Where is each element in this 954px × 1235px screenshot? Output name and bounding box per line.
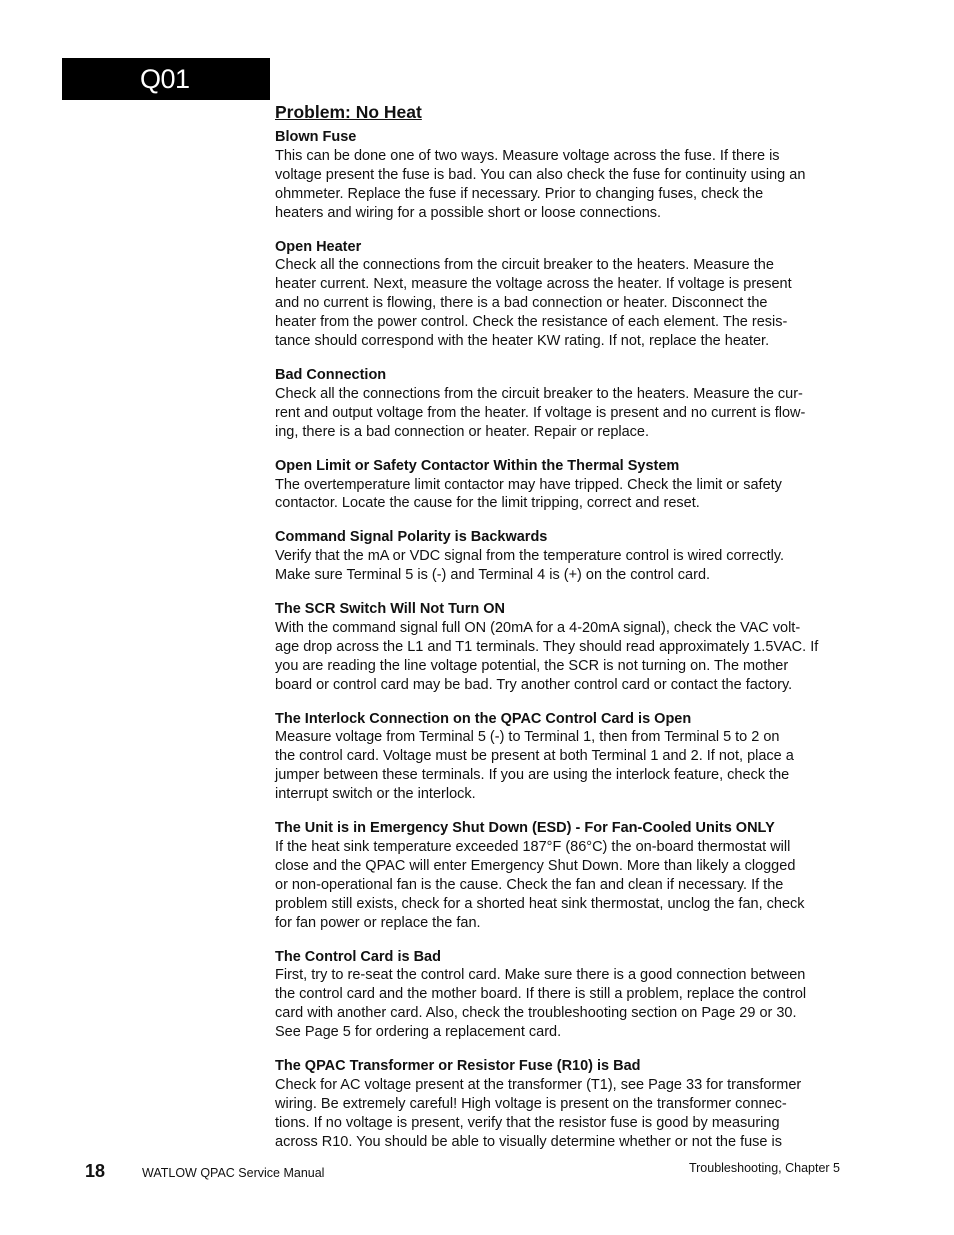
body-line: problem still exists, check for a shorted heat sink thermostat, unclog the fan, check (275, 895, 805, 912)
section-body (275, 1076, 851, 1152)
body-line: board or control card may be bad. Try another control card or contact the factory. (275, 676, 793, 693)
section-body (275, 547, 851, 585)
troubleshooting-section (275, 948, 851, 1043)
chapter-title: Troubleshooting, Chapter 5 (688, 1161, 840, 1175)
section-heading: The Interlock Connection on the QPAC Control Card is Open (275, 710, 692, 727)
body-line: or non-operational fan is the cause. Check the fan and clean if necessary. If the (275, 876, 784, 893)
body-line: card with another card. Also, check the troubleshooting section on Page 29 or 30. (275, 1005, 797, 1022)
body-line: heater from the power control. Check the resistance of each element. The resis- (275, 314, 788, 331)
body-line: First, try to re-seat the control card. Make sure there is a good connection between (275, 967, 806, 984)
troubleshooting-section (275, 710, 851, 805)
body-line: ohmmeter. Replace the fuse if necessary. Prior to changing fuses, check the (275, 185, 764, 202)
section-code: Q01 (140, 64, 190, 94)
body-line: the control card. Voltage must be present at both Terminal 1 and 2. If not, place a (275, 748, 794, 765)
page-number: 18 (85, 1161, 106, 1181)
page-footer (0, 1158, 954, 1188)
body-line: tance should correspond with the heater KW rating. If not, replace the heater. (275, 333, 770, 350)
body-line: you are reading the line voltage potential, the SCR is not turning on. The mother (275, 657, 789, 674)
body-line: Check for AC voltage present at the transformer (T1), see Page 33 for transformer (275, 1076, 802, 1093)
body-line: tions. If no voltage is present, verify that the resistor fuse is good by measuring (275, 1114, 780, 1131)
body-line: Check all the connections from the circuit breaker to the heaters. Measure the cur- (275, 385, 803, 402)
body-line: wiring. Be extremely careful! High voltage is present on the transformer connec- (275, 1095, 787, 1112)
body-line: With the command signal full ON (20mA for a 4-20mA signal), check the VAC volt- (275, 619, 801, 636)
troubleshooting-section (275, 528, 851, 585)
body-line: Check all the connections from the circuit breaker to the heaters. Measure the (275, 257, 774, 274)
page-content (275, 100, 851, 1167)
section-heading: The QPAC Transformer or Resistor Fuse (R10) is Bad (275, 1058, 641, 1075)
troubleshooting-section (275, 819, 851, 932)
section-heading: The Unit is in Emergency Shut Down (ESD) - For Fan-Cooled Units ONLY (275, 820, 775, 837)
body-line: ing, there is a bad connection or heater. Repair or replace. (275, 423, 650, 440)
body-line: age drop across the L1 and T1 terminals. They should read approximately 1.5VAC. If (275, 638, 819, 655)
body-line: interrupt switch or the interlock. (275, 786, 476, 803)
section-heading: Open Limit or Safety Contactor Within the Thermal System (275, 457, 680, 474)
section-body (275, 385, 851, 442)
section-body (275, 838, 851, 933)
page-title: Problem: No Heat (275, 102, 422, 122)
body-line: heaters and wiring for a possible short or loose connections. (275, 204, 662, 221)
body-line: If the heat sink temperature exceeded 187°F (86°C) the on-board thermostat will (275, 839, 791, 855)
body-line: Measure voltage from Terminal 5 (-) to Terminal 1, then from Terminal 5 to 2 on (275, 729, 780, 746)
body-line: across R10. You should be able to visually determine whether or not the fuse is (275, 1133, 782, 1150)
body-line: the control card and the mother board. If there is still a problem, replace the control (275, 986, 807, 1003)
body-line: The overtemperature limit contactor may have tripped. Check the limit or safety (275, 476, 782, 493)
section-heading: Command Signal Polarity is Backwards (275, 529, 548, 546)
body-line: contactor. Locate the cause for the limit tripping, correct and reset. (275, 495, 700, 512)
body-line: See Page 5 for ordering a replacement card. (275, 1024, 562, 1041)
troubleshooting-section (275, 1057, 851, 1152)
body-line: and no current is flowing, there is a bad connection or heater. Disconnect the (275, 295, 768, 312)
body-line: jumper between these terminals. If you are using the interlock feature, check the (275, 767, 790, 784)
troubleshooting-section (275, 238, 851, 351)
troubleshooting-sections (275, 128, 851, 1152)
body-line: for fan power or replace the fan. (275, 914, 481, 931)
section-heading: Blown Fuse (275, 129, 357, 145)
section-body (275, 256, 851, 351)
section-heading: The SCR Switch Will Not Turn ON (275, 601, 505, 618)
section-body (275, 966, 851, 1042)
section-heading: Open Heater (275, 238, 362, 255)
section-body (275, 147, 851, 223)
section-heading: Bad Connection (275, 366, 387, 383)
body-line: voltage present the fuse is bad. You can also check the fuse for continuity using an (275, 166, 806, 183)
body-line: rent and output voltage from the heater. If voltage is present and no current is flow- (275, 404, 806, 421)
section-body (275, 476, 851, 514)
troubleshooting-section (275, 457, 851, 514)
section-body (275, 728, 851, 804)
body-line: Verify that the mA or VDC signal from the temperature control is wired correctly. (275, 548, 785, 565)
body-line: This can be done one of two ways. Measure voltage across the fuse. If there is (275, 147, 780, 164)
body-line: heater current. Next, measure the voltage across the heater. If voltage is present (275, 276, 792, 293)
troubleshooting-section (275, 128, 851, 223)
body-line: Make sure Terminal 5 is (-) and Terminal 4 is (+) on the control card. (275, 567, 711, 584)
troubleshooting-section (275, 366, 851, 442)
troubleshooting-section (275, 600, 851, 695)
manual-title: WATLOW QPAC Service Manual (142, 1166, 325, 1180)
section-body (275, 619, 851, 695)
section-heading: The Control Card is Bad (275, 948, 441, 965)
body-line: close and the QPAC will enter Emergency Shut Down. More than likely a clogged (275, 857, 796, 874)
section-code-tab (62, 58, 270, 100)
